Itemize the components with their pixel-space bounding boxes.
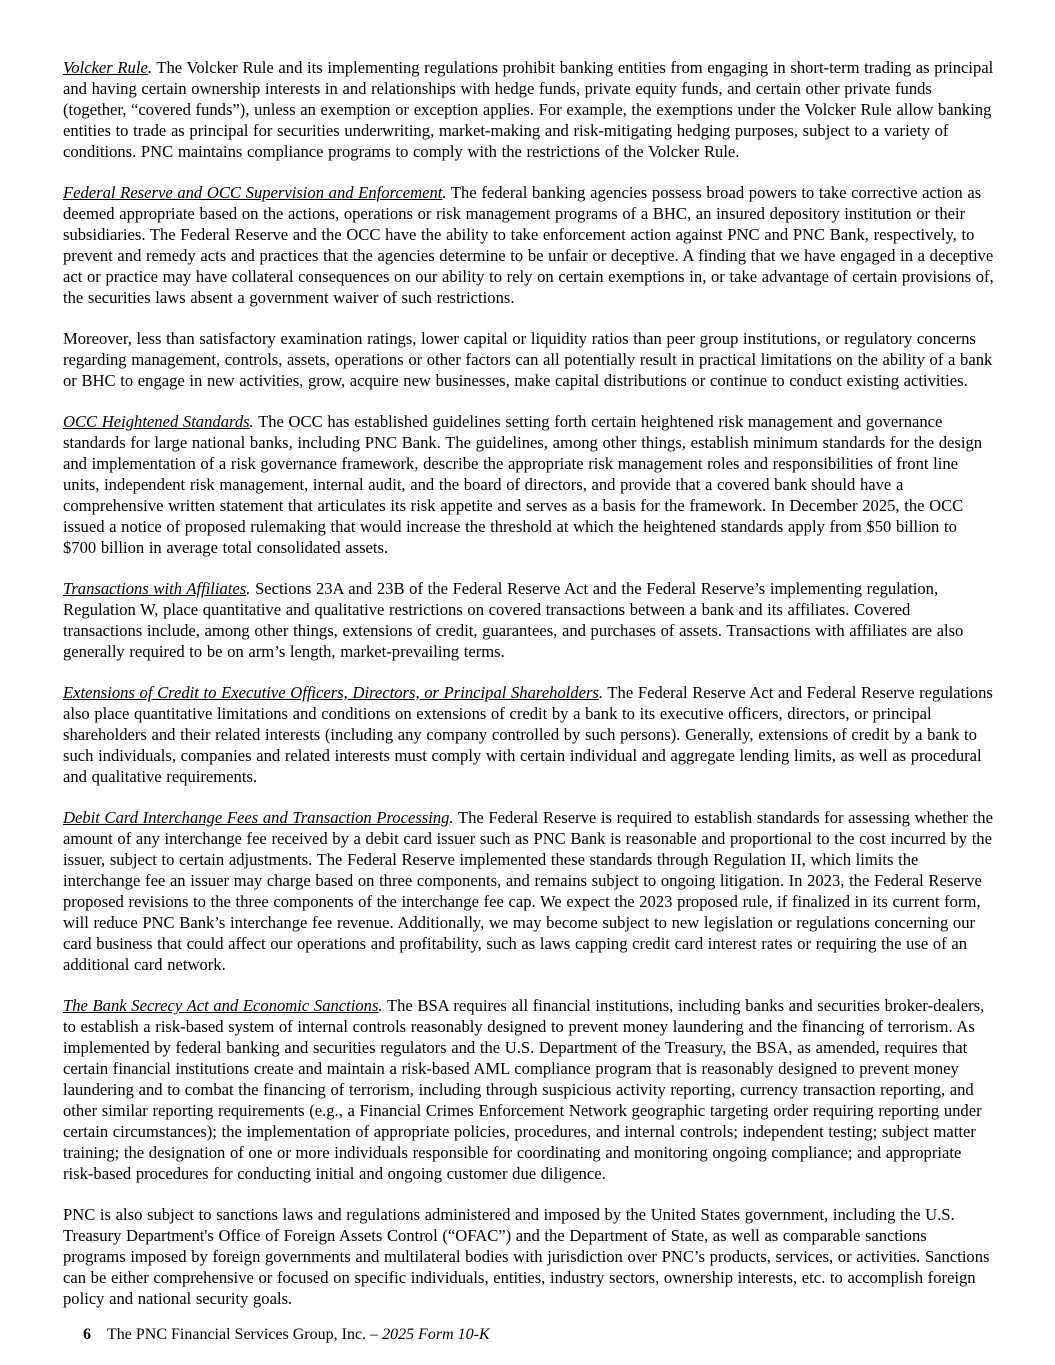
paragraph-debit-card-interchange bbox=[63, 807, 994, 975]
paragraph-text: The OCC has established guidelines setting forth certain heightened risk management and governance standards for large national banks, including PNC Bank. The guidelines, among other things, establish minimum standards for the design and implementation of a risk governance framework, describe the appropriate risk management roles and responsibilities of front line units, independent risk management, internal audit, and the board of directors, and provide that a covered bank should have a comprehensive written statement that articulates its risk appetite and serves as a basis for the framework. In December 2025, the OCC issued a notice of proposed rulemaking that would increase the threshold at which the heightened standards apply from $50 billion to $700 billion in average total consolidated assets. bbox=[63, 412, 983, 557]
paragraph-volcker-rule bbox=[63, 57, 994, 162]
paragraph-heading: Transactions with Affiliates. bbox=[63, 579, 251, 598]
paragraph-heading: Volcker Rule. bbox=[63, 58, 152, 77]
paragraph-transactions-with-affiliates bbox=[63, 578, 994, 662]
paragraph-text: PNC is also subject to sanctions laws and regulations administered and imposed by the United States government, including the U.S. Treasury Department's Office of Foreign Assets Control (“OFAC”) and the Department of State, as well as comparable sanctions programs imposed by foreign governments and multilateral bodies with jurisdiction over PNC’s products, services, or activities. Sanctions can be either comprehensive or focused on specific individuals, entities, industry sectors, ownership interests, etc. to accomplish foreign policy and national security goals. bbox=[63, 1205, 990, 1308]
paragraph-sanctions-laws bbox=[63, 1204, 994, 1309]
footer-company-text: The PNC Financial Services Group, Inc. – bbox=[107, 1326, 383, 1343]
document-page bbox=[63, 57, 994, 1329]
paragraph-text: Moreover, less than satisfactory examination ratings, lower capital or liquidity ratios than peer group institutions, or regulatory concerns regarding management, controls, assets, operations or other factors can all potentially result in practical limitations on the ability of a bank or BHC to engage in new activities, grow, acquire new businesses, make capital distributions or continue to conduct existing activities. bbox=[63, 329, 993, 390]
paragraph-heading: Debit Card Interchange Fees and Transaction Processing. bbox=[63, 808, 454, 827]
paragraph-heading: Extensions of Credit to Executive Officers, Directors, or Principal Shareholders. bbox=[63, 683, 604, 702]
footer-form-text: 2025 Form 10-K bbox=[382, 1326, 490, 1343]
paragraph-fed-occ-supervision bbox=[63, 182, 994, 308]
paragraph-heading: Federal Reserve and OCC Supervision and Enforcement. bbox=[63, 183, 447, 202]
page-footer bbox=[83, 1326, 490, 1344]
paragraph-text: The BSA requires all financial institutions, including banks and securities broker-dealers, to establish a risk-based system of internal controls reasonably designed to prevent money laundering and the financing of terrorism. As implemented by federal banking and securities regulators and the U.S. Department of the Treasury, the BSA, as amended, requires that certain financial institutions create and maintain a risk-based AML compliance program that is reasonably designed to prevent money laundering and to combat the financing of terrorism, including through suspicious activity reporting, currency transaction reporting, and other similar reporting requirements (e.g., a Financial Crimes Enforcement Network geographic targeting order requiring reporting under certain circumstances); the implementation of appropriate policies, procedures, and internal controls; independent testing; subject matter training; the designation of one or more individuals responsible for coordinating and monitoring ongoing compliance; and appropriate risk-based procedures for conducting initial and ongoing customer due diligence. bbox=[63, 996, 985, 1183]
paragraph-heading: OCC Heightened Standards. bbox=[63, 412, 254, 431]
paragraph-heading: The Bank Secrecy Act and Economic Sanctions. bbox=[63, 996, 383, 1015]
paragraph-text: The federal banking agencies possess broad powers to take corrective action as deemed appropriate based on the actions, operations or risk management programs of a BHC, an insured depository institution or their subsidiaries. The Federal Reserve and the OCC have the ability to take enforcement action against PNC and PNC Bank, respectively, to prevent and remedy acts and practices that the agencies determine to be unfair or deceptive. A finding that we have engaged in a deceptive act or practice may have collateral consequences on our ability to rely on certain exemptions in, or take advantage of certain provisions of, the securities laws absent a government waiver of such restrictions. bbox=[63, 183, 994, 307]
paragraph-occ-heightened-standards bbox=[63, 411, 994, 558]
paragraph-text: Sections 23A and 23B of the Federal Reserve Act and the Federal Reserve’s implementing regulation, Regulation W, place quantitative and qualitative restrictions on covered transactions between a bank and its affiliates. Covered transactions include, among other things, extensions of credit, guarantees, and purchases of assets. Transactions with affiliates are also generally required to be on arm’s length, market-prevailing terms. bbox=[63, 579, 964, 661]
paragraph-bank-secrecy-act bbox=[63, 995, 994, 1184]
paragraph-text: The Federal Reserve Act and Federal Reserve regulations also place quantitative limitations and conditions on extensions of credit by a bank to its executive officers, directors, or principal shareholders and their related interests (including any company controlled by such persons). Generally, extensions of credit by a bank to such individuals, companies and related interests must comply with certain individual and aggregate lending limits, as well as procedural and qualitative requirements. bbox=[63, 683, 993, 786]
paragraph-examination-ratings bbox=[63, 328, 994, 391]
paragraph-text: The Federal Reserve is required to establish standards for assessing whether the amount of any interchange fee received by a debit card issuer such as PNC Bank is reasonable and proportional to the cost incurred by the issuer, subject to certain adjustments. The Federal Reserve implemented these standards through Regulation II, which limits the interchange fee an issuer may charge based on three components, and remains subject to ongoing litigation. In 2023, the Federal Reserve proposed revisions to the three components of the interchange fee cap. We expect the 2023 proposed rule, if finalized in its current form, will reduce PNC Bank’s interchange fee revenue. Additionally, we may become subject to new legislation or regulations concerning our card business that could affect our operations and profitability, such as laws capping credit card interest rates or requiring the use of an additional card network. bbox=[63, 808, 993, 974]
paragraph-extensions-of-credit bbox=[63, 682, 994, 787]
page-number: 6 bbox=[83, 1326, 91, 1343]
paragraph-text: The Volcker Rule and its implementing regulations prohibit banking entities from engaging in short-term trading as principal and having certain ownership interests in and relationships with hedge funds, private equity funds, and certain other private funds (together, “covered funds”), unless an exemption or exception applies. For example, the exemptions under the Volcker Rule allow banking entities to trade as principal for securities underwriting, market-making and risk-mitigating hedging purposes, subject to a variety of conditions. PNC maintains compliance programs to comply with the restrictions of the Volcker Rule. bbox=[63, 58, 994, 161]
